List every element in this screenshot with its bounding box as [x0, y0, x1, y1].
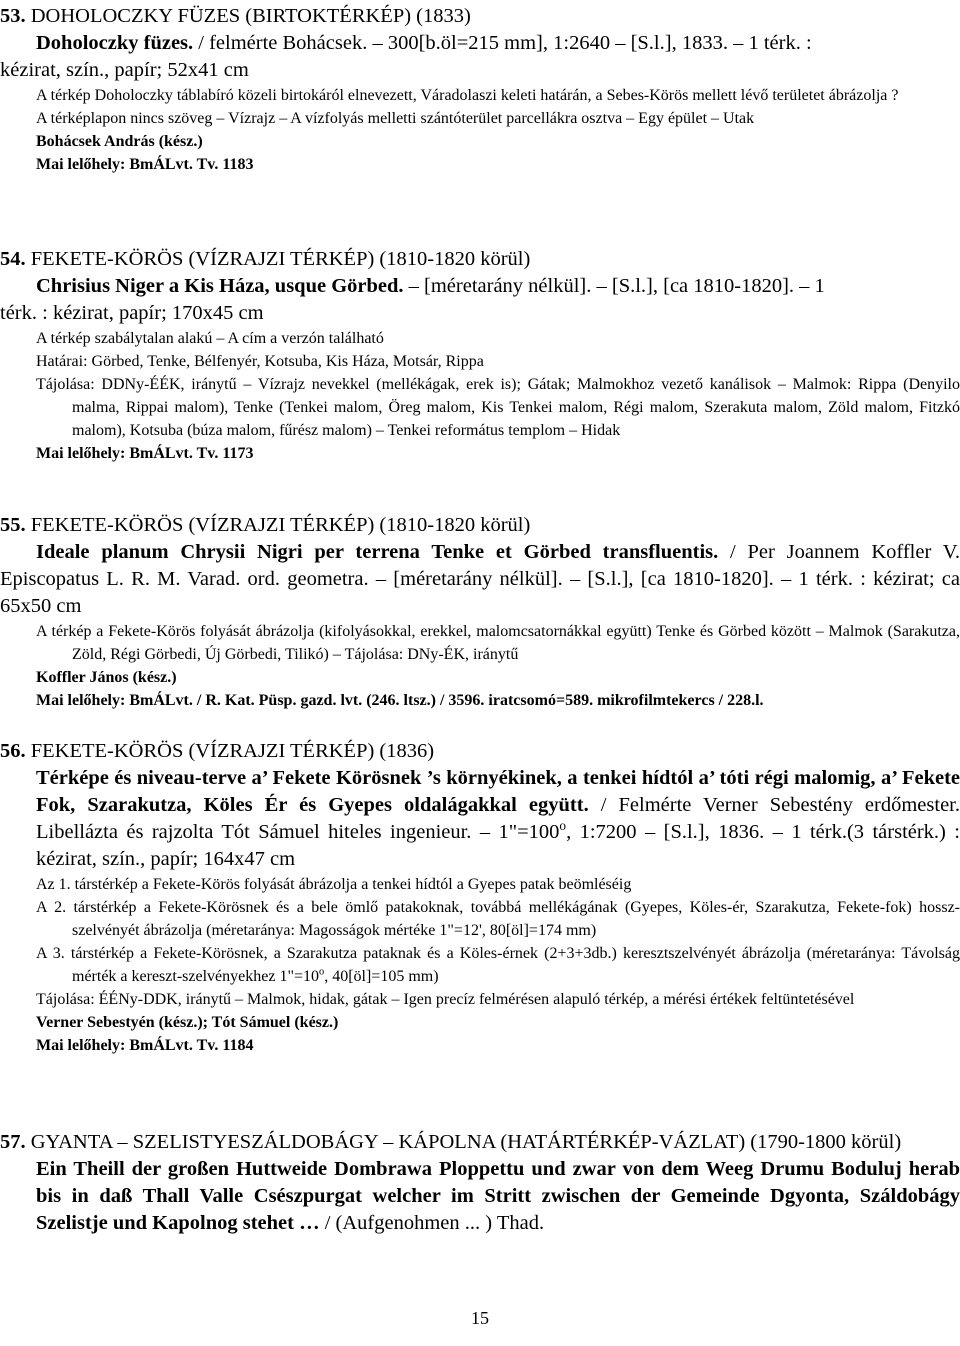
- entry-note-text: A 3. társtérkép a Fekete-Körösnek, a Szarakutza pataknak és a Köles-érnek (2+3+3db.) keresztszelvényét ábrázolja (méretaránya: Távolság mérték a kereszt-szelvényekhez 1"=10: [36, 945, 960, 985]
- entry-56: [0, 738, 960, 1057]
- entry-55: [0, 512, 960, 712]
- entry-author: Verner Sebestyén (kész.); Tót Sámuel (kész.): [36, 1014, 339, 1031]
- entry-author: Koffler János (kész.): [36, 669, 177, 686]
- entry-number: 54.: [0, 248, 26, 270]
- entry-description: / Felmérte Verner Sebestény erdőmester. Libellázta és rajzolta Tót Sámuel hiteles ingenieur. – 1"=100: [36, 794, 960, 843]
- entry-description: / Per Joannem Koffler V. Episcopatus L. R. M. Varad. ord. geometra. – [méretarány nélkül]. – [S.l.], [ca 1810-1820]. – 1 térk. : kézirat; ca 65x50 cm: [0, 541, 960, 617]
- entry-description-line: [0, 273, 960, 300]
- entry-heading: [0, 738, 960, 765]
- entry-number: 53.: [0, 5, 26, 27]
- entry-location: Mai lelőhely: BmÁLvt. / R. Kat. Püsp. gazd. lvt. (246. ltsz.) / 3596. iratcsomó=589. mikrofilmtekercs / 228.l.: [36, 692, 764, 709]
- entry-location: Mai lelőhely: BmÁLvt. Tv. 1183: [36, 156, 254, 173]
- entry-description: / (Aufgenohmen ... ) Thad.: [319, 1212, 545, 1234]
- entry-heading-text: FEKETE-KÖRÖS (VÍZRAJZI TÉRKÉP) (1810-1820 körül): [30, 514, 531, 536]
- entry-heading: [0, 1129, 960, 1156]
- entry-note: Határai: Görbed, Tenke, Bélfenyér, Kotsuba, Kis Háza, Motsár, Rippa: [36, 353, 484, 370]
- entry-description-block: [0, 539, 960, 620]
- entry-heading: [0, 512, 960, 539]
- entry-heading: [0, 246, 960, 273]
- entry-number: 57.: [0, 1131, 26, 1153]
- entry-note: Az 1. társtérkép a Fekete-Körös folyását ábrázolja a tenkei hídtól a Gyepes patak beömléséig: [36, 876, 632, 893]
- entry-location: Mai lelőhely: BmÁLvt. Tv. 1173: [36, 445, 254, 462]
- entry-heading: [0, 3, 960, 30]
- entry-title: Doholoczky füzes.: [36, 32, 194, 54]
- entry-location: Mai lelőhely: BmÁLvt. Tv. 1184: [36, 1037, 254, 1054]
- entry-description-block: [0, 765, 960, 873]
- entry-title: Ideale planum Chrysii Nigri per terrena Tenke et Görbed transfluentis.: [36, 541, 719, 563]
- entry-heading-text: FEKETE-KÖRÖS (VÍZRAJZI TÉRKÉP) (1836): [30, 740, 435, 762]
- entry-heading-text: FEKETE-KÖRÖS (VÍZRAJZI TÉRKÉP) (1810-1820 körül): [30, 248, 531, 270]
- entry-description-line: térk. : kézirat, papír; 170x45 cm: [0, 302, 264, 324]
- entry-description-block: [0, 1156, 960, 1237]
- entry-note: Tájolása: DDNy-ÉÉK, iránytű – Vízrajz nevekkel (mellékágak, erek is); Gátak; Malmokhoz vezető kanálisok – Malmok: Rippa (Denyilo malma, Rippai malom), Tenke (Tenkei malom, Öreg malom, Kis Tenkei malom, Régi malom, Szerakuta malom, Zöld malom, Fitzkó malom), Kotsuba (búza malom, fűrész malom) – Tenkei református templom – Hidak: [36, 376, 960, 439]
- entry-description: / felmérte Bohácsek. – 300[b.öl=215 mm], 1:2640 – [S.l.], 1833. – 1 térk. :: [193, 32, 812, 54]
- entry-description: – [méretarány nélkül]. – [S.l.], [ca 1810-1820]. – 1: [403, 275, 825, 297]
- entry-number: 56.: [0, 740, 26, 762]
- entry-note: A térkép Doholoczky táblabíró közeli birtokáról elnevezett, Váradolaszi keleti határán, a Sebes-Körös mellett lévő területet ábrázolja ?: [36, 87, 899, 104]
- entry-description-cont: , 1:7200 – [S.l.], 1836. – 1 térk.(3 társtérk.) : kézirat, szín., papír; 164x47 cm: [36, 821, 960, 870]
- entry-note: A térképlapon nincs szöveg – Vízrajz – A vízfolyás melletti szántóterület parcellákra osztva – Egy épület – Utak: [36, 110, 755, 127]
- degree-superscript: o: [319, 966, 325, 978]
- entry-note-text-cont: , 40[öl]=105 mm): [324, 968, 439, 985]
- page-number: 15: [471, 1308, 489, 1328]
- entry-description-line: [0, 30, 960, 57]
- entry-heading-text: DOHOLOCZKY FÜZES (BIRTOKTÉRKÉP) (1833): [30, 5, 471, 27]
- entry-57: [0, 1129, 960, 1237]
- entry-53: [0, 3, 960, 176]
- entry-description-line: kézirat, szín., papír; 52x41 cm: [0, 59, 249, 81]
- entry-note: A 2. társtérkép a Fekete-Körösnek és a bele ömlő patakoknak, továbbá mellékágának (Gyepes, Köles-ér, Szarakutza, Fekete-fok) hossz-szelvényét ábrázolja (méretaránya: Magosságok mértéke 1"=12', 80[öl]=174 mm): [36, 899, 960, 939]
- entry-heading-text: GYANTA – SZELISTYESZÁLDOBÁGY – KÁPOLNA (HATÁRTÉRKÉP-VÁZLAT) (1790-1800 körül): [30, 1131, 902, 1153]
- entry-title: Chrisius Niger a Kis Háza, usque Görbed.: [36, 275, 404, 297]
- entry-author: Bohácsek András (kész.): [36, 133, 203, 150]
- entry-note: A térkép a Fekete-Körös folyását ábrázolja (kifolyásokkal, erekkel, malomcsatornákkal együtt) Tenke és Görbed között – Malmok (Sarakutza, Zöld, Régi Görbedi, Új Görbedi, Tilikó) – Tájolása: DNy-ÉK, iránytű: [36, 623, 960, 663]
- entry-54: [0, 246, 960, 465]
- entry-note: A térkép szabálytalan alakú – A cím a verzón található: [36, 330, 384, 347]
- entry-note: [0, 942, 960, 988]
- degree-superscript: o: [559, 818, 567, 834]
- entry-note: Tájolása: ÉÉNy-DDK, iránytű – Malmok, hidak, gátak – Igen precíz felmérésen alapuló térkép, a mérési értékek feltüntetésével: [36, 991, 855, 1008]
- entry-title: Térképe és niveau-terve a’ Fekete Körösnek ’s környékinek, a tenkei hídtól a’ tóti régi malomig, a’ Fekete Fok, Szarakutza, Köles Ér és Gyepes oldalágakkal együtt.: [36, 767, 960, 816]
- entry-title: Ein Theill der großen Huttweide Dombrawa Ploppettu und zwar von dem Weeg Drumu Boduluj herab bis in daß Thall Valle Csészpurgat welcher im Stritt zwischen der Gemeinde Dgyonta, Száldobágy Szelistje und Kapolnog stehet …: [36, 1158, 960, 1234]
- entry-number: 55.: [0, 514, 26, 536]
